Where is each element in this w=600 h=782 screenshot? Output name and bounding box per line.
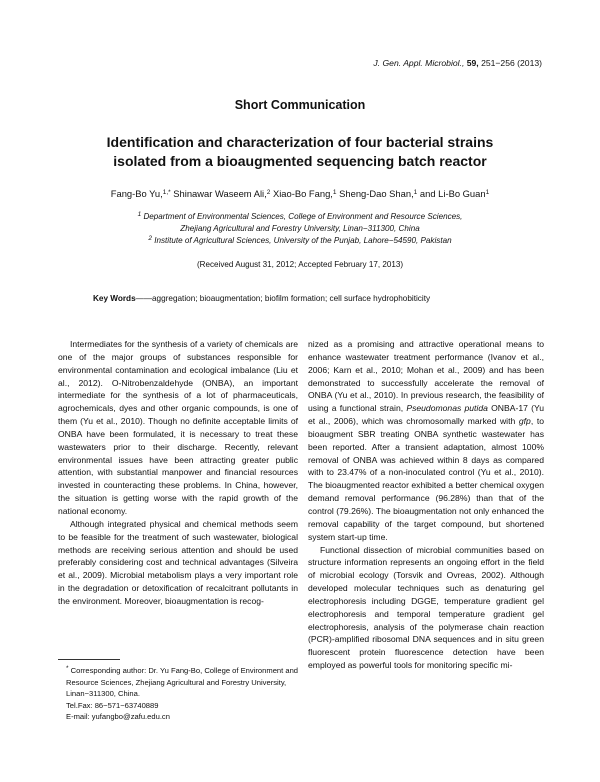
- title-line-1: Identification and characterization of four bacterial strains: [106, 134, 494, 150]
- corresponding-author-footnote: [58, 665, 300, 723]
- footnote-tel: Tel.Fax: 86−571−63740889: [66, 700, 159, 710]
- author-sup: 1: [332, 189, 337, 196]
- footnote-mark: *: [66, 665, 69, 672]
- footnote-body: Corresponding author: Dr. Yu Fang-Bo, College of Environment and Resource Sciences, Zhejiang Agricultural and Forestry University, Linan−311300, China.: [66, 666, 299, 699]
- author-sup: 1,*: [162, 189, 171, 196]
- paragraph: Intermediates for the synthesis of a variety of chemicals are one of the major groups of substances responsible for environmental contamination and ecological imbalance (Liu et al., 2012). O-Nitrobenzaldehyde (ONBA), an important intermediate for the synthesis of a lot of pharmaceuticals, agrochemicals, dyes and other organic compounds, is one of them (Yu et al., 2010). Though no definite acceptable limits of ONBA have been formulated, it is necessary to treat these wastewaters prior to their discharge. Recently, relevant environmental issues have been attracting greater public attention, with substantial manpower and financial resources invested in counteracting these problems. In China, however, the situation is getting worse with the rapid growth of the national economy.: [58, 339, 298, 516]
- footnote-email: E-mail: yufangbo@zafu.edu.cn: [66, 712, 170, 722]
- author-sup: 1: [485, 189, 490, 196]
- author-name: Fang-Bo Yu,: [110, 188, 163, 199]
- keywords: [93, 294, 430, 303]
- affiliation-line: Institute of Agricultural Sciences, University of the Punjab, Lahore−54590, Pakistan: [152, 236, 452, 245]
- section-label: Short Communication: [234, 98, 366, 112]
- text-run: , to bioaugment SBR treating ONBA synthetic wastewater has been reported. After a transient adaptation, almost 100% removal of ONBA was achieved within 8 days as compared with to 23.47% of a non-inoculated control (Yu et al., 2010). The bioaugmented reactor exhibited a better chemical oxygen demand removal performance (96.28%) than that of the control (79.26%). The bioaugmentation not only enhanced the removal capability of the target compound, but shortened system start-up time.: [308, 416, 544, 542]
- affiliation-number: 1: [137, 211, 142, 218]
- author-sup: 1: [413, 189, 418, 196]
- author-name: Xiao-Bo Fang,: [270, 188, 333, 199]
- journal-volume: 59,: [466, 58, 479, 68]
- affiliation-1-cont: Zhejiang Agricultural and Forestry University, Linan−311300, China: [180, 224, 420, 233]
- keywords-dash: ——: [135, 294, 152, 303]
- author-sup: 2: [266, 189, 271, 196]
- species-name: Pseudomonas putida: [406, 403, 488, 414]
- author-list: [40, 188, 560, 199]
- body-column-right: [308, 338, 544, 672]
- affiliation-line: Department of Environmental Sciences, College of Environment and Resource Sciences,: [141, 212, 463, 221]
- affiliation-2: [60, 235, 540, 247]
- title-line-2: isolated from a bioaugmented sequencing batch reactor: [113, 153, 487, 169]
- affiliation-number: 2: [148, 235, 153, 242]
- journal-citation: [373, 58, 542, 68]
- affiliations: [60, 211, 540, 247]
- received-accepted-dates: (Received August 31, 2012; Accepted February 17, 2013): [196, 260, 404, 269]
- footnote-divider: [58, 659, 120, 660]
- keywords-text: aggregation; bioaugmentation; biofilm formation; cell surface hydrophobiticity: [152, 294, 431, 303]
- author-name: Sheng-Dao Shan,: [336, 188, 414, 199]
- keywords-label: Key Words: [93, 294, 136, 303]
- journal-name: J. Gen. Appl. Microbiol.,: [373, 58, 465, 68]
- paragraph: Although integrated physical and chemical methods seem to be feasible for the treatment of such wastewater, biological methods are receiving serious attention and should be used preferably considering cost and technical advantages (Silveira et al., 2009). Microbial metabolism plays a very important role in the degradation or detoxification of recalcitrant pollutants in the environment. Moreover, bioaugmentation is recog-: [58, 518, 298, 606]
- footnote-text: [58, 665, 300, 700]
- paragraph: [308, 338, 544, 544]
- affiliation-1: [60, 211, 540, 223]
- paragraph: Functional dissection of microbial communities based on structure information represents an ongoing effort in the field of microbial ecology (Torsvik and Ovreas, 2002). Although developed molecular techniques such as denaturing gel electrophoresis including DGGE, temperature gradient gel electrophoresis and temporal temperature gradient gel electrophoresis, analysis of the polymerase chain reaction (PCR)-amplified ribosomal DNA sequences and in situ green fluorescent protein fluorescence detection have been employed as powerful tools for monitoring specific mi-: [308, 544, 544, 671]
- gene-name: gfp: [518, 416, 531, 427]
- paper-title: [60, 133, 540, 171]
- author-name: and Li-Bo Guan: [417, 188, 486, 199]
- journal-pages: 251−256 (2013): [481, 58, 542, 68]
- text-run: ONBA-17 (Yu et al., 2006), which was chromosomally marked with: [308, 403, 544, 427]
- body-column-left: [58, 338, 298, 608]
- author-name: Shinawar Waseem Ali,: [170, 188, 267, 199]
- text-run: nized as a promising and attractive operational means to enhance wastewater treatment performance (Ivanov et al., 2006; Karn et al., 2010; Mohan et al., 2009) and has been demonstrated to successfully accelerate the removal of ONBA (Yu et al., 2010). In previous research, the feasibility of using a functional strain,: [308, 339, 544, 414]
